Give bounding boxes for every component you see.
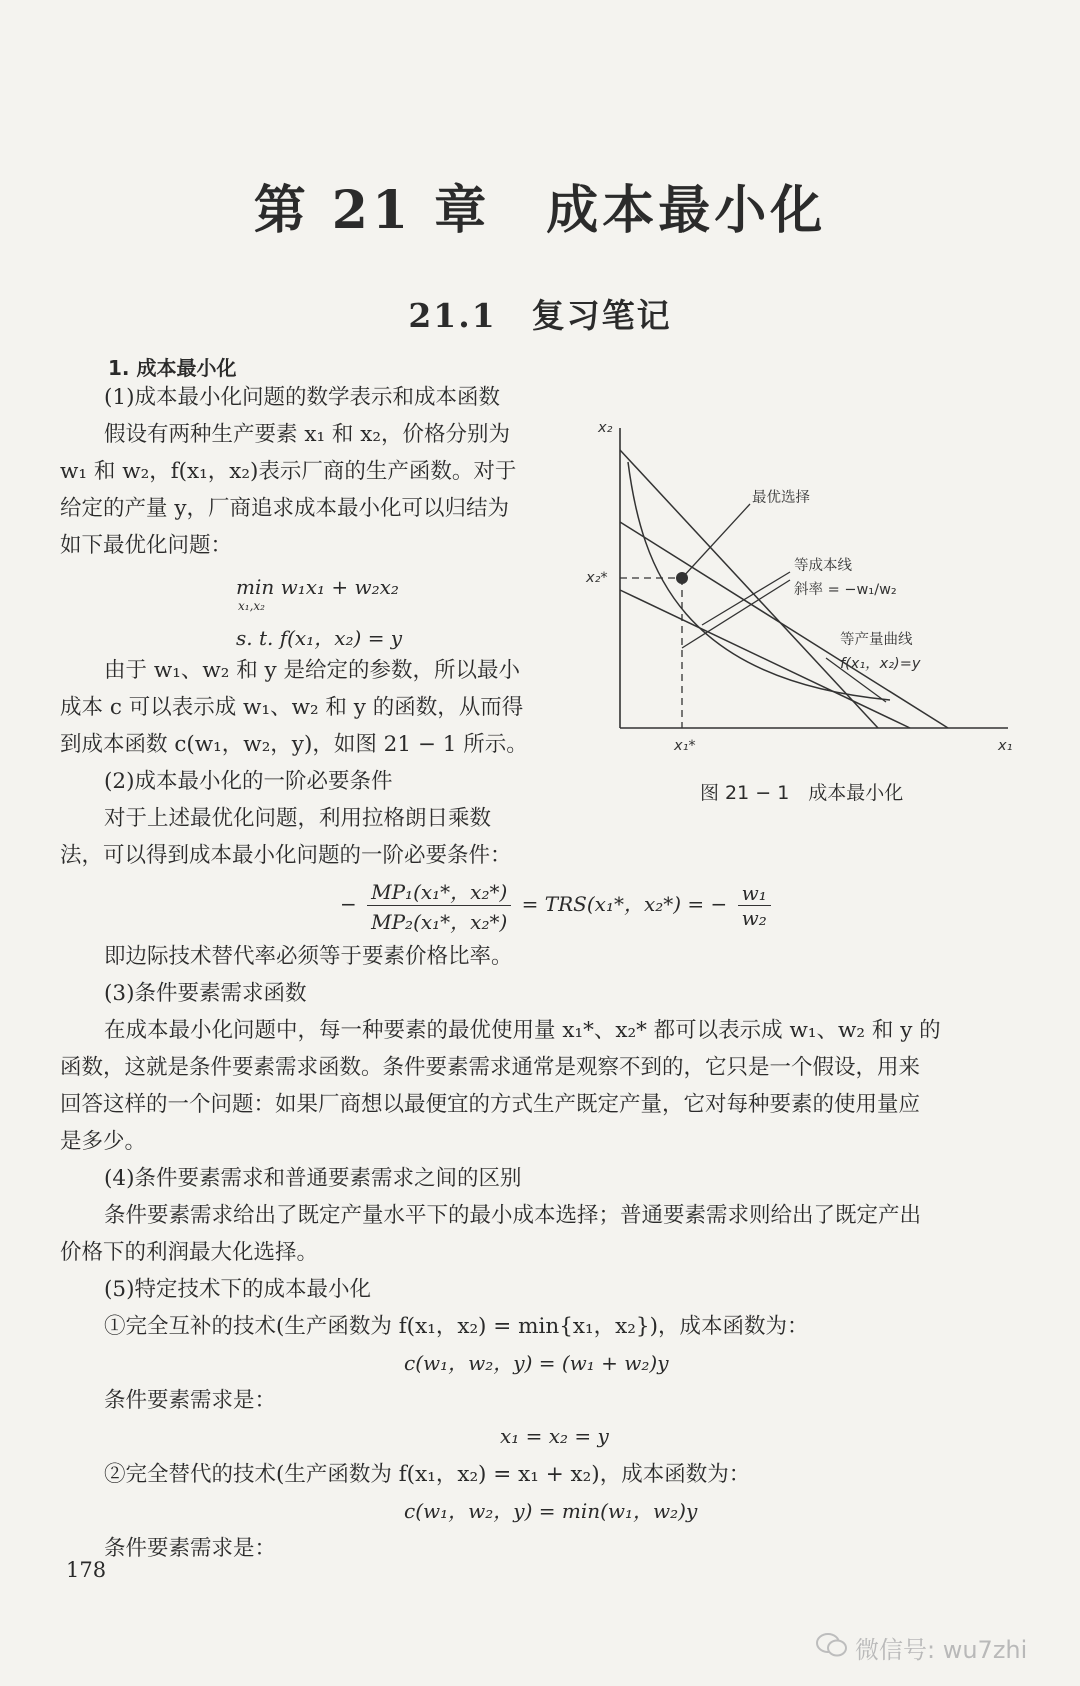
chapter-title: 第 21 章 成本最小化 bbox=[253, 180, 827, 241]
section-title: 21.1 复习笔记 bbox=[408, 296, 672, 335]
foc-right-denominator: w₂ bbox=[741, 906, 767, 930]
isocost-slope-label: 斜率 = −w₁/w₂ bbox=[794, 582, 897, 598]
heading-cost-minimization: 1. 成本最小化 bbox=[108, 356, 237, 380]
conditional-demand-label: 条件要素需求是： bbox=[104, 1388, 277, 1413]
paragraph-line: 假设有两种生产要素 x₁ 和 x₂，价格分别为 bbox=[104, 422, 510, 447]
paragraph-line: 由于 w₁、w₂ 和 y 是给定的参数，所以最小 bbox=[104, 658, 521, 683]
subheading-2: (2)成本最小化的一阶必要条件 bbox=[104, 769, 393, 794]
foc-lead: − bbox=[340, 892, 357, 916]
x-axis-label: x₁ bbox=[998, 738, 1013, 754]
complements-demand: x₁ = x₂ = y bbox=[500, 1424, 609, 1448]
paragraph-line: 到成本函数 c(w₁，w₂，y)，如图 21 − 1 所示。 bbox=[60, 732, 528, 757]
optimal-choice-label: 最优选择 bbox=[752, 490, 810, 506]
constraint-formula: s. t. f(x₁，x₂) = y bbox=[236, 626, 403, 650]
foc-fraction-left bbox=[367, 876, 511, 935]
isoquant-equation: f(x₁，x₂)=y bbox=[840, 656, 921, 672]
item-perfect-substitutes: ②完全替代的技术(生产函数为 f(x₁，x₂) = x₁ + x₂)，成本函数为： bbox=[104, 1462, 751, 1487]
complements-cost-function: c(w₁，w₂，y) = (w₁ + w₂)y bbox=[404, 1351, 669, 1375]
paragraph-line: 回答这样的一个问题：如果厂商想以最便宜的方式生产既定产量，它对每种要素的使用量应 bbox=[60, 1092, 921, 1117]
isocost-label: 等成本线 bbox=[794, 558, 852, 574]
cost-minimization-figure bbox=[586, 420, 1030, 780]
foc-fraction-right bbox=[738, 881, 771, 930]
paragraph-line: w₁ 和 w₂，f(x₁，x₂)表示厂商的生产函数。对于 bbox=[60, 459, 517, 484]
item-perfect-complements: ①完全互补的技术(生产函数为 f(x₁，x₂) = min{x₁，x₂})，成本函数为： bbox=[104, 1314, 809, 1339]
y-axis-label: x₂ bbox=[598, 420, 613, 436]
optimal-pointer bbox=[682, 504, 750, 578]
subheading-3: (3)条件要素需求函数 bbox=[104, 981, 307, 1006]
isocost-pointer-2 bbox=[682, 580, 790, 648]
paragraph-line: 对于上述最优化问题，利用拉格朗日乘数 bbox=[104, 806, 492, 831]
figure-caption: 图 21 − 1 成本最小化 bbox=[700, 782, 904, 804]
paragraph-line: 是多少。 bbox=[60, 1129, 147, 1154]
first-order-condition bbox=[340, 876, 775, 935]
foc-denominator: MP₂(x₁*，x₂*) bbox=[371, 910, 508, 934]
subheading-4: (4)条件要素需求和普通要素需求之间的区别 bbox=[104, 1166, 522, 1191]
paragraph-line: 成本 c 可以表示成 w₁、w₂ 和 y 的函数，从而得 bbox=[60, 695, 524, 720]
foc-middle: = TRS(x₁*，x₂*) = − bbox=[521, 892, 728, 916]
paragraph-line: 即边际技术替代率必须等于要素价格比率。 bbox=[104, 944, 513, 969]
paragraph-line: 函数，这就是条件要素需求函数。条件要素需求通常是观察不到的，它只是一个假设，用来 bbox=[60, 1055, 921, 1080]
paragraph-line: 在成本最小化问题中，每一种要素的最优使用量 x₁*、x₂* 都可以表示成 w₁、w₂ 和 y 的 bbox=[104, 1018, 941, 1043]
paragraph-line: 如下最优化问题： bbox=[60, 533, 233, 558]
paragraph-line: 法，可以得到成本最小化问题的一阶必要条件： bbox=[60, 843, 512, 868]
page-number: 178 bbox=[66, 1558, 107, 1582]
subheading-1: (1)成本最小化问题的数学表示和成本函数 bbox=[104, 385, 500, 410]
paragraph-line: 价格下的利润最大化选择。 bbox=[60, 1240, 319, 1265]
isoquant-label: 等产量曲线 bbox=[840, 632, 913, 648]
objective-subscript: x₁,x₂ bbox=[238, 599, 265, 613]
objective-formula: min w₁x₁ + w₂x₂ bbox=[236, 575, 399, 599]
paragraph-line: 给定的产量 y，厂商追求成本最小化可以归结为 bbox=[60, 496, 509, 521]
watermark-wechat-id: 微信号: wu7zhi bbox=[855, 1636, 1028, 1664]
x1-star-label: x₁* bbox=[674, 738, 696, 754]
conditional-demand-label: 条件要素需求是： bbox=[104, 1536, 277, 1561]
foc-right-numerator: w₁ bbox=[738, 881, 771, 906]
isocost-pointer-1 bbox=[702, 572, 790, 625]
x2-star-label: x₂* bbox=[586, 570, 608, 586]
substitutes-cost-function: c(w₁，w₂，y) = min(w₁，w₂)y bbox=[404, 1499, 698, 1523]
subheading-5: (5)特定技术下的成本最小化 bbox=[104, 1277, 371, 1302]
isocost-line-mid bbox=[620, 522, 948, 728]
wechat-icon bbox=[815, 1632, 849, 1658]
paragraph-line: 条件要素需求给出了既定产量水平下的最小成本选择；普通要素需求则给出了既定产出 bbox=[104, 1203, 922, 1228]
foc-numerator: MP₁(x₁*，x₂*) bbox=[367, 876, 511, 906]
